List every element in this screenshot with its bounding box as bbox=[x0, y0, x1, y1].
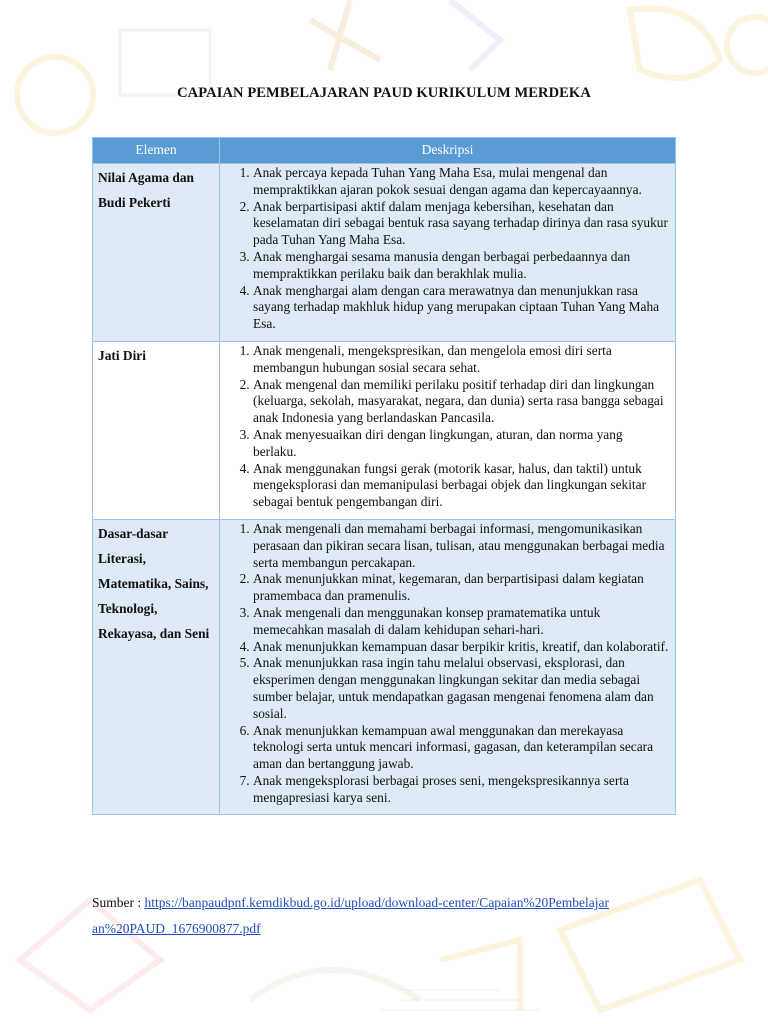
list-item: 4. Anak menghargai alam dengan cara merawatnya dan menunjukkan rasa sayang terhadap makhluk hidup yang merupakan ciptaan Tuhan Yang Maha Esa. bbox=[253, 283, 669, 333]
list-item: 1. Anak percaya kepada Tuhan Yang Maha Esa, mulai mengenal dan mempraktikkan ajaran pokok sesuai dengan agama dan kepercayaannya. bbox=[253, 165, 669, 199]
list-item: 4. Anak menunjukkan kemampuan dasar berpikir kritis, kreatif, dan kolaboratif. bbox=[253, 639, 669, 656]
table-row bbox=[93, 164, 676, 342]
element-description bbox=[220, 341, 676, 519]
list-item: 3. Anak menghargai sesama manusia dengan berbagai perbedaannya dan mempraktikkan perilaku baik dan berakhlak mulia. bbox=[253, 249, 669, 283]
list-item: 2. Anak berpartisipasi aktif dalam menjaga kebersihan, kesehatan dan keselamatan diri sebagai bentuk rasa sayang terhadap dirinya dan rasa syukur pada Tuhan Yang Maha Esa. bbox=[253, 199, 669, 249]
header-deskripsi: Deskripsi bbox=[220, 138, 676, 164]
list-item: 1. Anak mengenali dan memahami berbagai informasi, mengomunikasikan perasaan dan pikiran secara lisan, tulisan, atau menggunakan berbagai media serta membangun percakapan. bbox=[253, 521, 669, 571]
list-item: 6. Anak menunjukkan kemampuan awal menggunakan dan merekayasa teknologi serta untuk mencari informasi, gagasan, dan keterampilan secara aman dan bertanggung jawab. bbox=[253, 723, 669, 773]
document-title: CAPAIAN PEMBELAJARAN PAUD KURIKULUM MERDEKA bbox=[177, 85, 591, 101]
list-item: 2. Anak mengenal dan memiliki perilaku positif terhadap diri dan lingkungan (keluarga, sekolah, masyarakat, negara, dan dunia) serta rasa bangga sebagai anak Indonesia yang berlandaskan Pancasila. bbox=[253, 377, 669, 427]
element-name: Nilai Agama dan Budi Pekerti bbox=[93, 164, 220, 342]
element-description bbox=[220, 164, 676, 342]
list-item: 3. Anak menyesuaikan diri dengan lingkungan, aturan, dan norma yang berlaku. bbox=[253, 427, 669, 461]
source-citation bbox=[92, 890, 612, 942]
table-row bbox=[93, 341, 676, 519]
list-item: 5. Anak menunjukkan rasa ingin tahu melalui observasi, eksplorasi, dan eksperimen dengan menggunakan lingkungan sekitar dan media sebagai sumber belajar, untuk mendapatkan gagasan mengenai fenomena alam dan sosial. bbox=[253, 655, 669, 722]
element-name: Jati Diri bbox=[93, 341, 220, 519]
list-item: 3. Anak mengenali dan menggunakan konsep pramatematika untuk memecahkan masalah di dalam kehidupan sehari-hari. bbox=[253, 605, 669, 639]
description-list bbox=[225, 521, 669, 807]
table-row bbox=[93, 519, 676, 815]
table-header-row bbox=[93, 138, 676, 164]
header-elemen: Elemen bbox=[93, 138, 220, 164]
description-list bbox=[225, 343, 669, 511]
list-item: 1. Anak mengenali, mengekspresikan, dan mengelola emosi diri serta membangun hubungan sosial secara sehat. bbox=[253, 343, 669, 377]
source-label: Sumber : bbox=[92, 895, 145, 910]
element-name: Dasar-dasar Literasi, Matematika, Sains, Teknologi, Rekayasa, dan Seni bbox=[93, 519, 220, 815]
list-item: 2. Anak menunjukkan minat, kegemaran, dan berpartisipasi dalam kegiatan pramembaca dan pramenulis. bbox=[253, 571, 669, 605]
learning-outcomes-table bbox=[92, 137, 676, 815]
list-item: 4. Anak menggunakan fungsi gerak (motorik kasar, halus, dan taktil) untuk mengeksplorasi dan memanipulasi berbagai objek dan lingkungan sekitar sebagai bentuk pengembangan diri. bbox=[253, 461, 669, 511]
element-description bbox=[220, 519, 676, 815]
description-list bbox=[225, 165, 669, 333]
source-link[interactable]: https://banpaudpnf.kemdikbud.go.id/upload/download-center/Capaian%20Pembelajaran%20PAUD_1676900877.pdf bbox=[92, 895, 610, 936]
list-item: 7. Anak mengeksplorasi berbagai proses seni, mengekspresikannya serta mengapresiasi karya seni. bbox=[253, 773, 669, 807]
